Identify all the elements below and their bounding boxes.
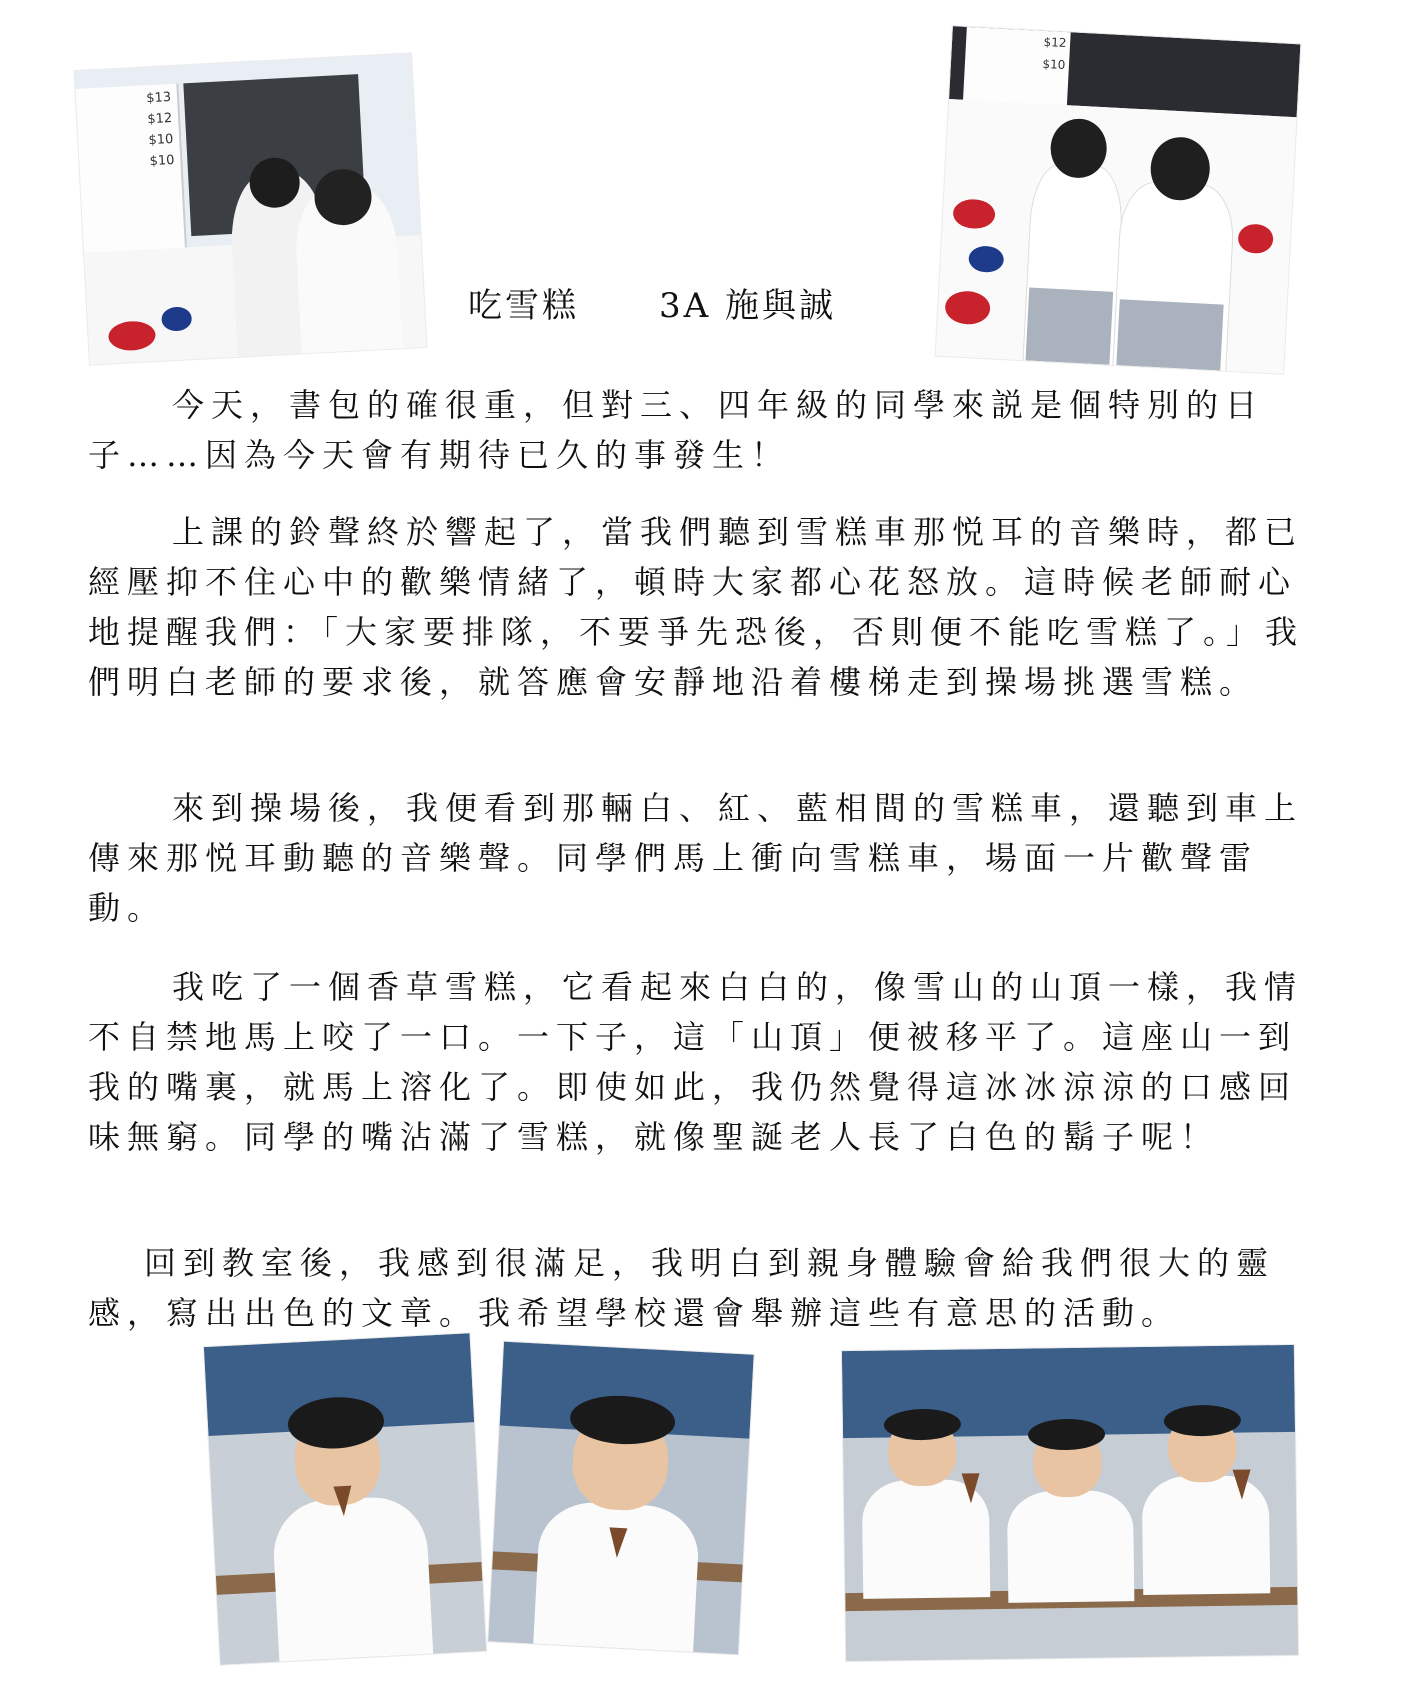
paragraph-5: 回到教室後，我感到很滿足，我明白到親身體驗會給我們很大的靈感，寫出出色的文章。我希望學校還會舉辦這些有意思的活動。 [88, 1244, 1276, 1332]
paragraph-1: 今天，書包的確很重，但對三、四年級的同學來説是個特別的日子……因為今天會有期待已久的事發生！ [88, 386, 1265, 474]
price-2: $12 [147, 110, 173, 127]
price-a: $12 [1043, 34, 1067, 51]
photo-boy-with-cream-mouth [488, 1342, 753, 1655]
price-menu [75, 83, 187, 270]
photo-boys-at-truck [936, 26, 1301, 374]
photo-boy-eating-cone [204, 1333, 486, 1664]
paragraph-2: 上課的鈴聲終於響起了，當我們聽到雪糕車那悦耳的音樂時，都已經壓抑不住心中的歡樂情緒了，頓時大家都心花怒放。這時候老師耐心地提醒我們：「大家要排隊，不要爭先恐後，否則便不能吃雪糕了。」我們明白老師的要求後，就答應會安靜地沿着樓梯走到操場挑選雪糕。 [88, 513, 1305, 701]
paragraph-3: 來到操場後，我便看到那輛白、紅、藍相間的雪糕車，還聽到車上傳來那悦耳動聽的音樂聲。同學們馬上衝向雪糕車，場面一片歡聲雷動。 [88, 789, 1304, 927]
price-4: $10 [149, 152, 175, 169]
paragraph-4: 我吃了一個香草雪糕，它看起來白白的，像雪山的山頂一樣，我情不自禁地馬上咬了一口。一下子，這「山頂」便被移平了。這座山一到我的嘴裏，就馬上溶化了。即使如此，我仍然覺得這冰冰涼涼的口感回味無窮。同學的嘴沾滿了雪糕，就像聖誕老人長了白色的鬍子呢！ [88, 968, 1304, 1156]
photo-three-boys-on-bench [842, 1345, 1298, 1661]
article-author: 3A 施與誠 [659, 286, 836, 326]
price-1: $13 [145, 89, 172, 106]
price-3: $10 [148, 131, 174, 148]
price-b: $10 [1042, 56, 1066, 73]
photo-ice-cream-truck-window [75, 53, 427, 364]
article-heading [468, 278, 836, 327]
article-title: 吃雪糕 [468, 286, 579, 326]
price-sign [963, 27, 1071, 112]
